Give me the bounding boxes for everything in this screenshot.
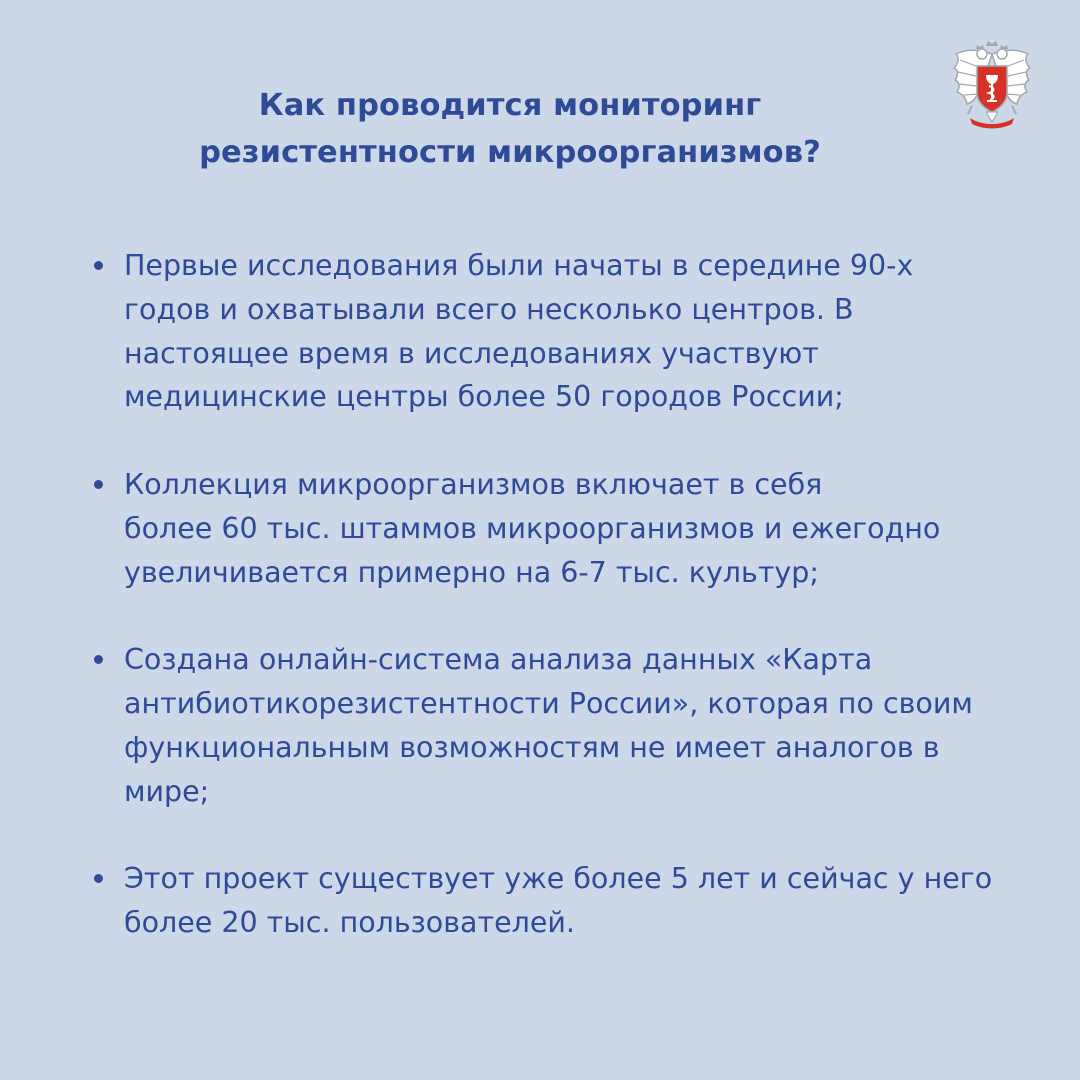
bullet-dot-icon [94, 480, 103, 489]
bullet-text-line: Этот проект существует уже более 5 лет и сейчас у него [124, 862, 993, 896]
bullet-text-line: мире; [124, 774, 210, 808]
bullet-text-line: более 20 тыс. пользователей. [124, 905, 575, 939]
bullet-text-line: функциональным возможностям не имеет аналогов в [124, 730, 940, 764]
bullet-text-line: более 60 тыс. штаммов микроорганизмов и ежегодно [124, 511, 941, 545]
bullet-text-line: Первые исследования были начаты в середине 90-х [124, 249, 914, 282]
bullet-text-line: настоящее время в исследованиях участвуют [124, 336, 819, 370]
bullet-text-line: увеличивается примерно на 6-7 тыс. культур; [124, 555, 819, 589]
bullet-item [90, 638, 1030, 813]
title-line-2: резистентности микроорганизмов? [199, 135, 821, 170]
bullet-list [90, 244, 1030, 945]
bullet-text-line: антибиотикорезистентности России», которая по своим [124, 686, 973, 720]
bullet-item [90, 244, 1030, 419]
bullet-text-line: годов и охватывали всего несколько центров. В [124, 292, 854, 326]
page-title [0, 82, 1020, 176]
title-line-1: Как проводится мониторинг [258, 88, 762, 123]
bullet-dot-icon [94, 655, 103, 664]
bullet-item [90, 463, 1030, 594]
bullet-dot-icon [94, 261, 103, 270]
bullet-text-line: медицинские центры более 50 городов России; [124, 380, 844, 414]
bullet-text-line: Коллекция микроорганизмов включает в себя [124, 467, 823, 501]
bullet-text-line: Создана онлайн-система анализа данных «Карта [124, 643, 873, 677]
bullet-dot-icon [94, 874, 103, 883]
bullet-item [90, 857, 1030, 945]
